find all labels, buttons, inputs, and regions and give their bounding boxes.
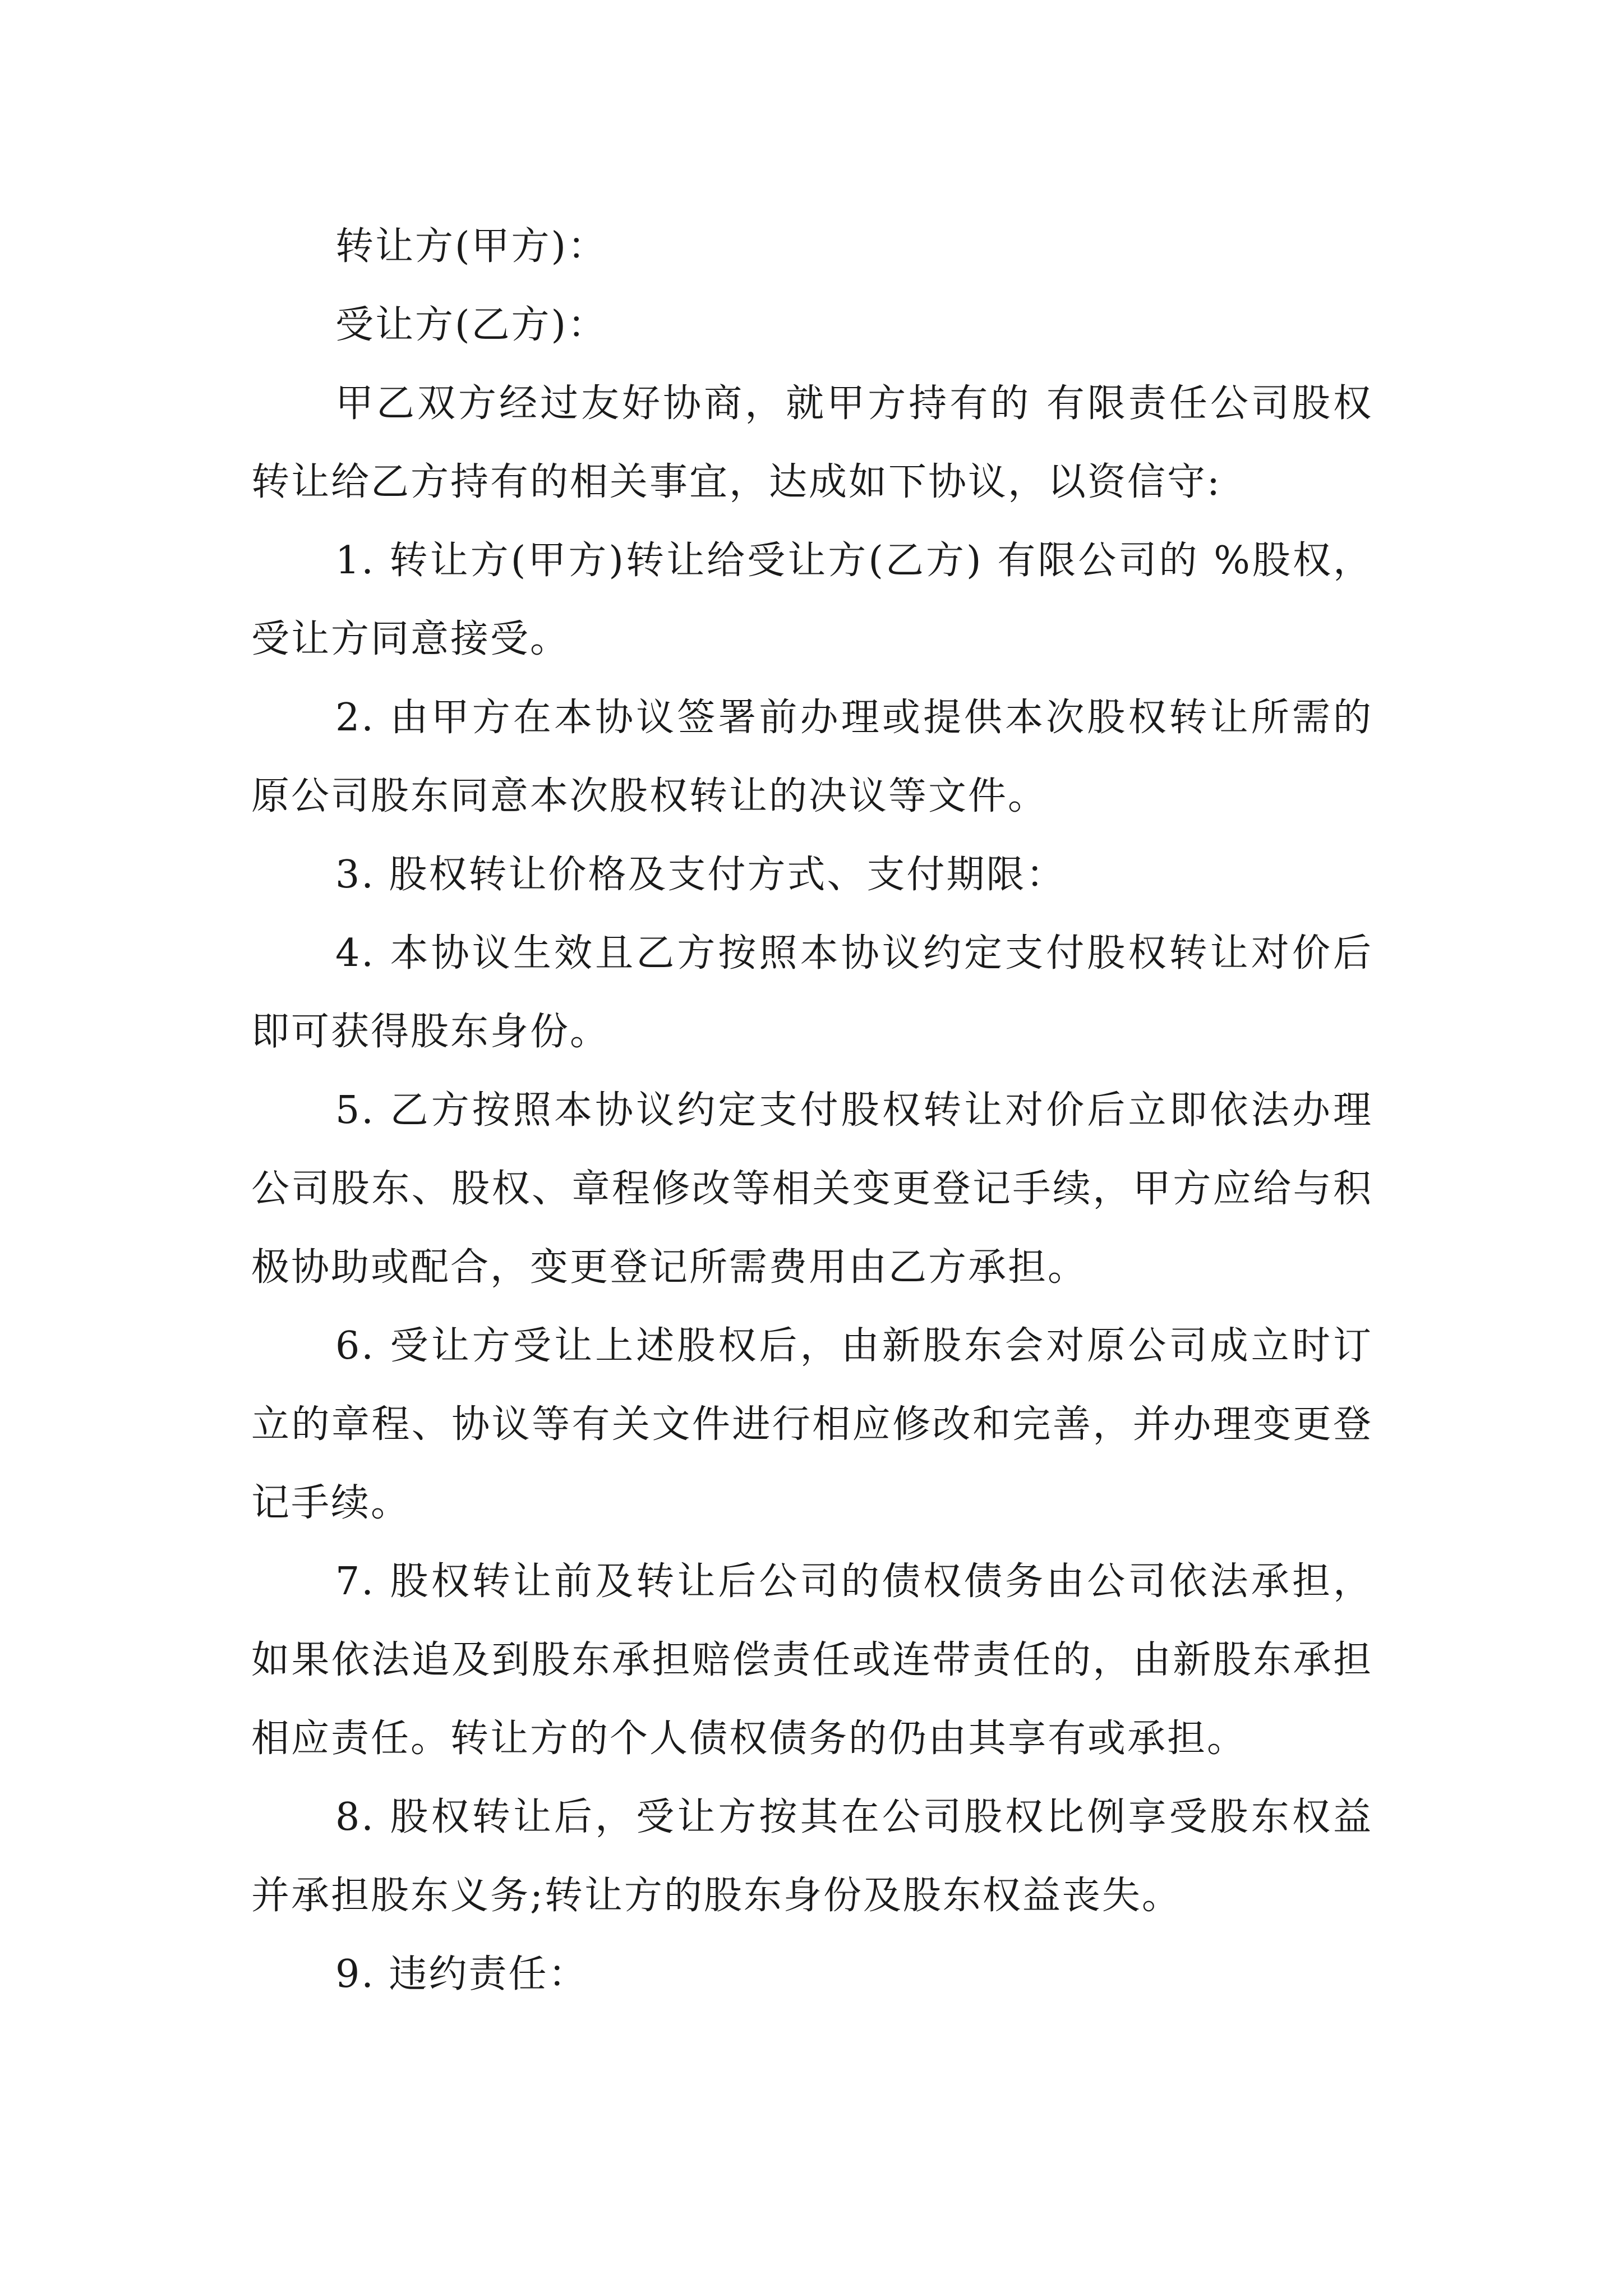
- clause-7: 7. 股权转让前及转让后公司的债权债务由公司依法承担，如果依法追及到股东承担赔偿责任或连带责任的，由新股东承担相应责任。转让方的个人债权债务的仍由其享有或承担。: [251, 1559, 1373, 1761]
- preamble-paragraph: 甲乙双方经过友好协商，就甲方持有的 有限责任公司股权转让给乙方持有的相关事宜，达成如下协议，以资信守:: [251, 381, 1373, 504]
- clause-8: 8. 股权转让后，受让方按其在公司股权比例享受股东权益并承担股东义务;转让方的股东身份及股东权益丧失。: [251, 1795, 1373, 1918]
- clause-5: 5. 乙方按照本协议约定支付股权转让对价后立即依法办理公司股东、股权、章程修改等相关变更登记手续，甲方应给与积极协助或配合，变更登记所需费用由乙方承担。: [251, 1088, 1373, 1290]
- agreement-body: [251, 208, 1373, 2014]
- clause-4: 4. 本协议生效且乙方按照本协议约定支付股权转让对价后即可获得股东身份。: [251, 931, 1373, 1054]
- clause-6: 6. 受让方受让上述股权后，由新股东会对原公司成立时订立的章程、协议等有关文件进行相应修改和完善，并办理变更登记手续。: [251, 1324, 1373, 1525]
- clause-3: 3. 股权转让价格及支付方式、支付期限：: [335, 853, 1066, 897]
- clause-9: 9. 违约责任：: [335, 1952, 588, 1996]
- transferee-party-line: 受让方(乙方)：: [335, 303, 608, 347]
- clause-2: 2. 由甲方在本协议签署前办理或提供本次股权转让所需的原公司股东同意本次股权转让的决议等文件。: [251, 696, 1373, 818]
- clause-1: 1. 转让方(甲方)转让给受让方(乙方) 有限公司的 %股权，受让方同意接受。: [251, 539, 1373, 661]
- transferor-party-line: 转让方(甲方)：: [335, 224, 608, 269]
